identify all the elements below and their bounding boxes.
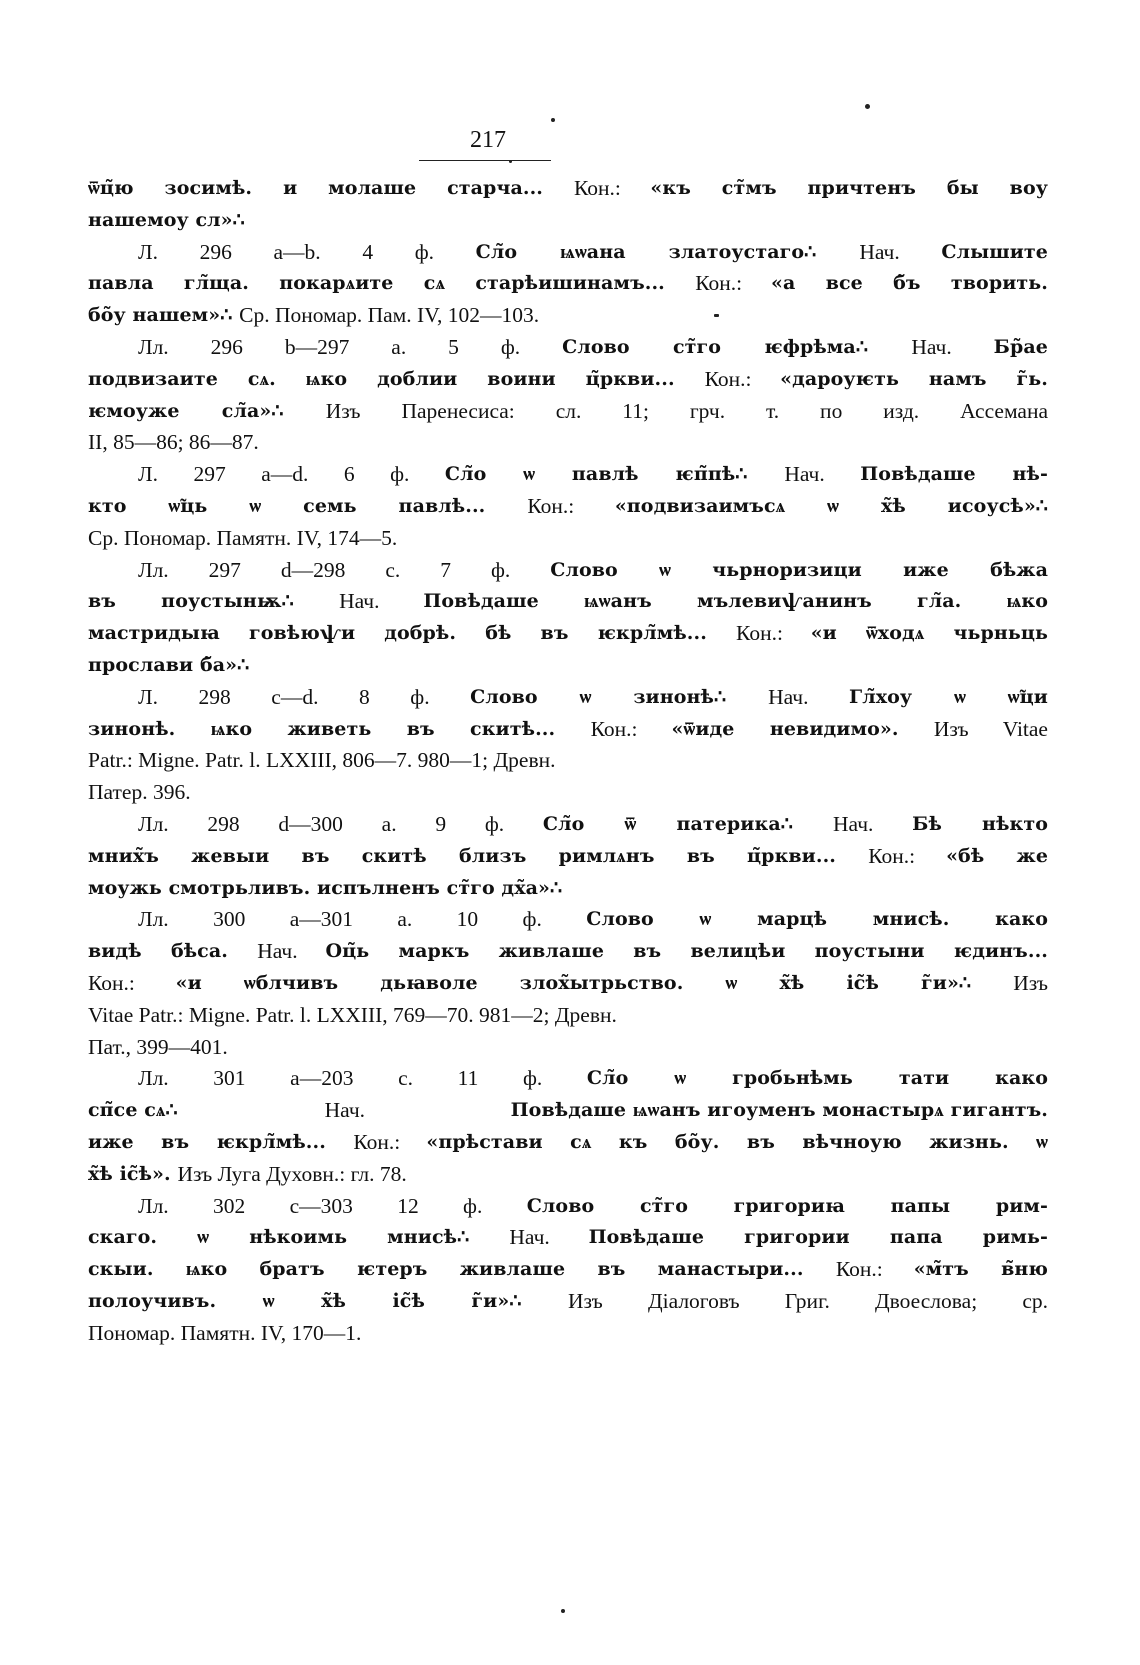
russian-text: Патер. 396. [88,780,191,805]
text-line [88,904,1048,936]
slavonic-text: Повѣдаше нѣ- [860,463,1048,486]
text-line [88,364,1048,396]
russian-text: Кон.: [868,843,947,868]
slavonic-text: ѥмоуже сл̃а»∴ [88,399,326,422]
slavonic-text: ѿц̃ю зосимѣ. и молаше старча... [88,177,574,199]
text-line [88,1191,1048,1223]
text-line [88,332,1048,364]
text-line [88,841,1048,873]
slavonic-text: скыи. ѩко братъ ѥтеръ живлаше въ манастыри... [88,1258,836,1281]
russian-text: Пономар. Памятн. IV, 170—1. [88,1320,362,1345]
russian-text: Пат., 399—401. [88,1034,228,1059]
slavonic-text: Слышите [941,240,1048,263]
catalog-text [88,173,1048,1349]
text-line [88,268,1048,300]
page-number-rule [419,160,551,161]
text-line [88,809,1048,841]
slavonic-text: Слово ѡ чьрноризици иже бѣжа [550,558,1048,581]
slavonic-text: Сл̃о ѡ гробьнѣмь тати како [586,1067,1048,1090]
slavonic-text: «прѣстави сѧ къ бо̃у. въ вѣчноую жизнь. ѡ [426,1130,1048,1153]
slavonic-text: «м̃тъ в̃ню [913,1258,1049,1281]
slavonic-text: Слово ѡ марцѣ мнисѣ. како [586,908,1049,931]
slavonic-text: полоучивъ. ѡ х̃ѣ іс̃ѣ г̃и»∴ [88,1289,569,1312]
text-line [88,1159,1048,1191]
russian-text: Нач. [784,462,861,487]
russian-text: Кон.: [835,1257,914,1282]
text-line [88,173,1048,205]
slavonic-text: «подвизаимъсѧ ѡ х̃ѣ исоусѣ»∴ [614,494,1048,517]
russian-text: Нач. [859,239,942,264]
russian-text: Кон.: [88,970,176,995]
russian-text: Нач. [911,334,994,359]
ink-speck [551,118,555,122]
document-page [88,128,1048,1349]
slavonic-text: кто ѡ̃ць ѡ семь павлѣ... [88,494,528,517]
text-line [88,777,1048,809]
slavonic-text: «и ѡблчивъ дьꙗволе злох̃ытрьство. ѡ х̃ѣ іс̃ѣ г̃и»∴ [175,971,1014,994]
russian-text: Кон.: [704,366,781,391]
text-line [88,650,1048,682]
russian-text: Кон.: [695,271,772,296]
russian-text: Vitae Patr.: Migne. Patr. l. LXXIII, 769—70. 981—2; Древн. [88,1002,617,1027]
slavonic-text: павла гл̃ща. покарѧите сѧ старѣишинамъ... [88,272,696,295]
slavonic-text: Повѣдаше ѩѡанъ игоуменъ монастырѧ гигантъ. [510,1099,1048,1122]
text-line [88,682,1048,714]
slavonic-text: Гл̃хоу ѡ ѡ̃ци [849,685,1048,708]
slavonic-text: Повѣдаше григории папа римь- [588,1226,1048,1249]
text-line [88,396,1048,428]
slavonic-text: моужь смотрьливъ. испълненъ ст̃го дх̃а»∴ [88,876,563,899]
russian-text: Кон.: [590,716,672,741]
text-line [88,523,1048,555]
page-number: 217 [470,127,506,153]
russian-text: Ср. Пономар. Памятн. IV, 174—5. [88,525,398,550]
russian-text: Patr.: Migne. Patr. l. LXXIII, 806—7. 980—1; Древн. [88,748,556,773]
slavonic-text: Повѣдаше ѩѡанъ мълевиѱанинъ гл̃а. ѩко [423,590,1048,613]
slavonic-text: сп̃се сѧ∴ [88,1099,185,1122]
text-line [88,936,1048,968]
text-line [88,745,1048,777]
russian-text: Лл. 302 c—303 12 ф. [138,1193,527,1218]
text-line [88,1000,1048,1032]
text-line [88,714,1048,746]
russian-text: Лл. 297 d—298 c. 7 ф. [138,557,551,582]
slavonic-text: Сл̃о ѡ павлѣ ѥп̃пѣ∴ [444,463,785,486]
text-line [88,459,1048,491]
slavonic-text: «ѿиде невидимо». [671,717,934,740]
slavonic-text: «и ѿходѧ чьрньць [810,622,1048,645]
russian-text: Кон.: [573,176,651,200]
russian-text: Нач. [257,939,326,964]
russian-text: Лл. 296 b—297 a. 5 ф. [138,334,563,359]
slavonic-text: мних̃ъ жевыи въ скитѣ близъ римлѧнъ въ ц̃ркви... [88,844,869,867]
russian-text: Л. 298 c—d. 8 ф. [138,684,471,709]
russian-text: Нач. [833,811,913,836]
slavonic-text: Сл̃о ѿ патерика∴ [542,812,834,835]
slavonic-text: «дароуѥть намъ г̃ь. [780,367,1048,390]
russian-text: Лл. 301 a—203 c. 11 ф. [138,1066,587,1091]
russian-text: II, 85—86; 86—87. [88,430,259,455]
slavonic-text: зинонѣ. ѩко живеть въ скитѣ... [88,717,591,740]
russian-text: Нач. [768,684,850,709]
slavonic-text: мастридыꙗ говѣюѱи добрѣ. бѣ въ ѥкрл̃мѣ... [88,622,737,645]
russian-text: Изъ Діалоговъ Григ. Двоеслова; ср. [568,1288,1048,1313]
text-line [88,586,1048,618]
text-line [88,1127,1048,1159]
slavonic-text: прослави б̃а»∴ [88,653,250,676]
slavonic-text: Оц̃ь маркъ живлаше въ велицѣи поустыни ѥдинъ... [325,940,1048,963]
slavonic-text: Бѣ нѣкто [912,812,1048,835]
slavonic-text: «а все б̃ъ творить. [771,272,1048,295]
text-line [88,618,1048,650]
russian-text: Л. 297 a—d. 6 ф. [138,462,445,487]
russian-text: Изъ Паренесиса: сл. 11; грч. т. по изд. Ассемана [325,398,1049,423]
text-line [88,1286,1048,1318]
text-line [88,1254,1048,1286]
text-line [88,491,1048,523]
slavonic-text: «къ ст̃мъ причтенъ бы воу [650,177,1048,199]
russian-text: Изъ Vitae [933,716,1048,741]
slavonic-text: Бр̃ае [993,335,1048,358]
text-line [88,205,1048,237]
slavonic-text: подвизаите сѧ. ѩко доблии воини ц̃ркви... [88,367,705,390]
text-line [88,555,1048,587]
slavonic-text: нашемоу сл»∴ [88,208,245,231]
russian-text: Нач. [509,1225,589,1250]
slavonic-text: «бѣ же [946,844,1049,867]
russian-text: Кон.: [353,1129,427,1154]
text-line [88,1095,1048,1127]
slavonic-text: Слово ст̃го григориꙗ папы рим- [526,1194,1048,1217]
slavonic-text: въ поустынѭ∴ [88,590,340,613]
text-line [88,300,1048,332]
russian-text: Лл. 300 a—301 a. 10 ф. [138,907,587,932]
russian-text: Изъ Луга Духовн.: гл. 78. [177,1161,407,1186]
russian-text: Изъ [1013,970,1048,995]
text-line [88,237,1048,269]
ink-speck [561,1609,565,1613]
slavonic-text: иже въ ѥкрл̃мѣ... [88,1130,354,1153]
russian-text: Л. 296 a—b. 4 ф. [138,239,476,264]
slavonic-text: х̃ѣ іс̃ѣ». [88,1162,178,1185]
russian-text: Нач. [339,589,424,614]
text-line [88,1063,1048,1095]
russian-text: Лл. 298 d—300 a. 9 ф. [138,811,543,836]
text-line [88,1318,1048,1350]
slavonic-text: бо̃у нашем»∴ [88,304,240,327]
russian-text: Нач. [324,1098,371,1123]
text-line [88,968,1048,1000]
ink-speck [865,104,870,109]
slavonic-text: Слово ѡ зинонѣ∴ [470,685,769,708]
russian-text: Кон.: [527,493,615,518]
slavonic-text: Слово ст̃го ѥфрѣма∴ [562,335,912,358]
slavonic-text: Сл̃о ѩѡана златоустаго∴ [475,240,860,263]
text-line [88,873,1048,905]
text-line [88,1032,1048,1064]
slavonic-text: видѣ бѣса. [88,940,258,963]
slavonic-text: скаго. ѡ нѣкоимь мнисѣ∴ [88,1226,510,1249]
russian-text: Кон.: [736,621,811,646]
text-line [88,427,1048,459]
russian-text: Ср. Пономар. Пам. IV, 102—103. [239,303,540,328]
text-line [88,1222,1048,1254]
